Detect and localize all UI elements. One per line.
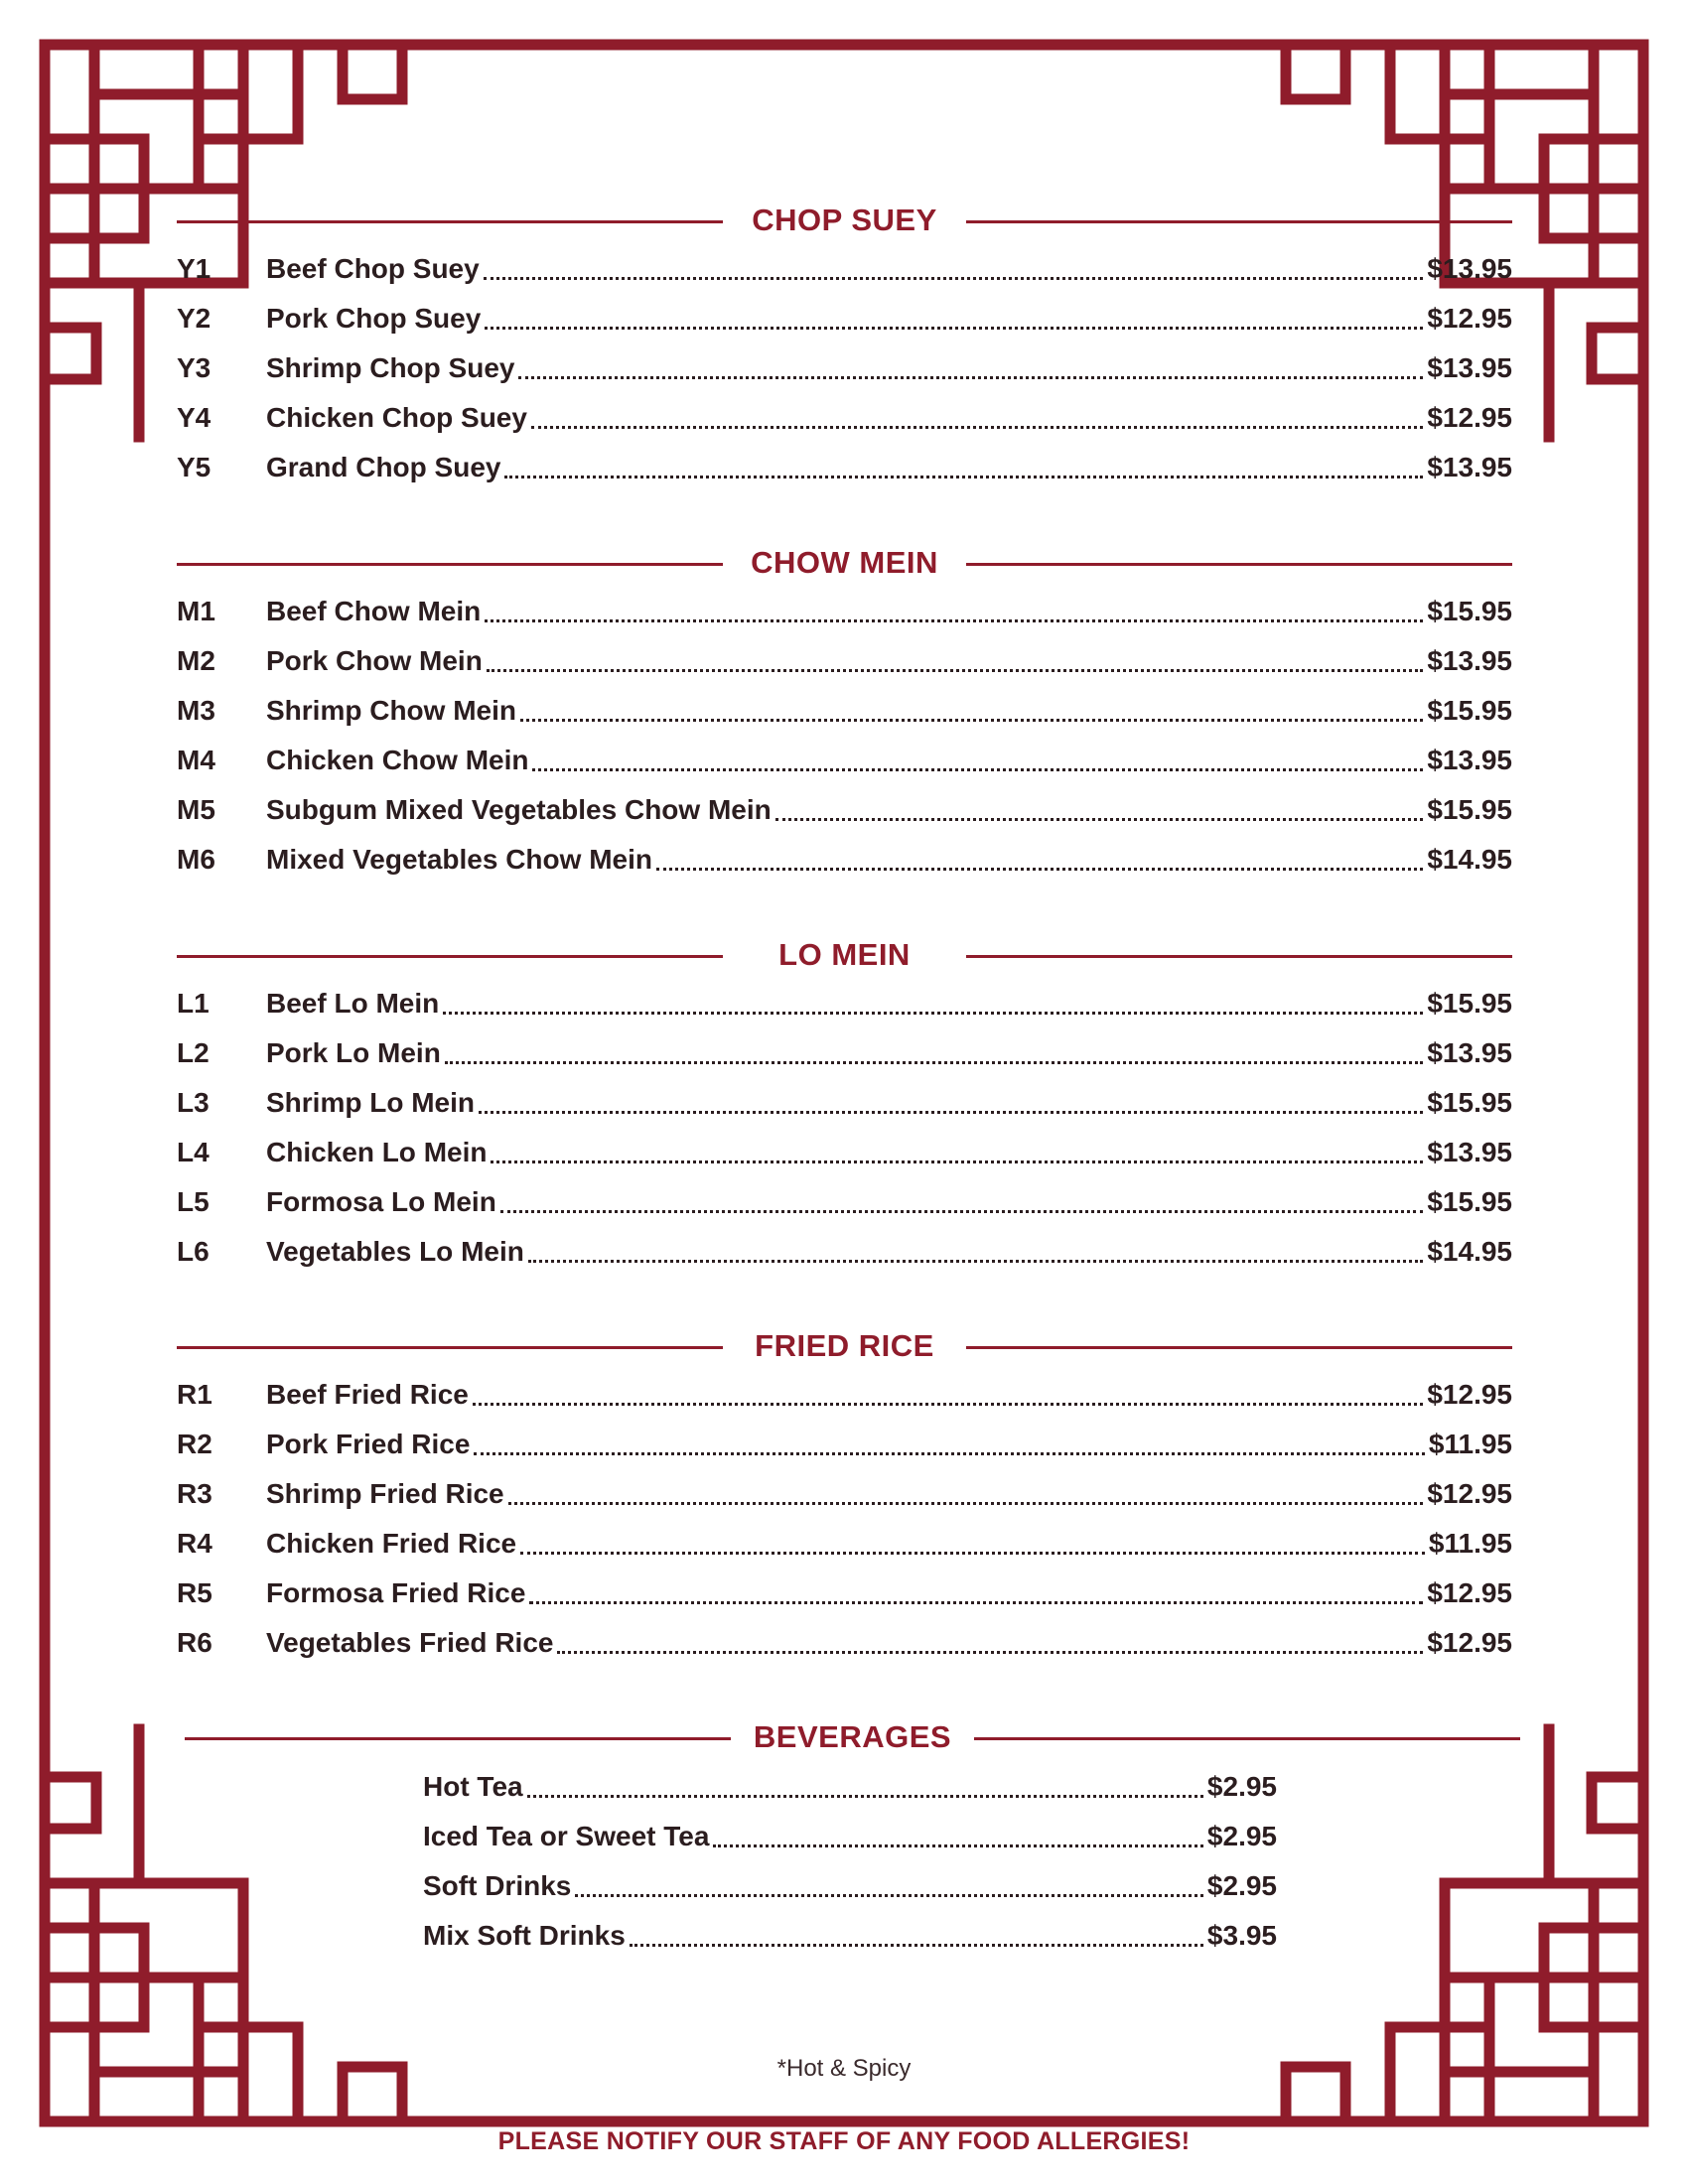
- item-code: M3: [177, 695, 215, 726]
- item-code: L1: [177, 988, 210, 1019]
- section-header: [185, 1715, 1520, 1761]
- item-price: $13.95: [1427, 253, 1512, 284]
- menu-item: [177, 1420, 1512, 1469]
- menu-item: [177, 393, 1512, 443]
- item-name: Chicken Lo Mein: [266, 1137, 488, 1167]
- section-header: [177, 933, 1512, 979]
- dot-leader: [520, 1552, 1425, 1555]
- dot-leader: [518, 376, 1423, 379]
- menu-section-chow-mein: [177, 541, 1512, 885]
- item-price: $11.95: [1428, 1528, 1512, 1559]
- menu-item: [177, 979, 1512, 1028]
- hot-spicy-note: *Hot & Spicy: [776, 2055, 912, 2082]
- menu-item: [177, 1569, 1512, 1618]
- item-code: Y3: [177, 352, 211, 383]
- item-name: Hot Tea: [423, 1771, 523, 1802]
- menu-item: [177, 343, 1512, 393]
- item-price: $2.95: [1206, 1870, 1277, 1901]
- dot-leader: [713, 1844, 1203, 1847]
- item-code: Y2: [177, 303, 211, 334]
- dot-leader: [557, 1651, 1423, 1654]
- item-price: $12.95: [1427, 1478, 1512, 1509]
- item-price: $14.95: [1427, 844, 1512, 875]
- beverage-list: [423, 1762, 1277, 1961]
- item-name: Mix Soft Drinks: [423, 1920, 626, 1951]
- header-rule: [974, 1737, 1520, 1740]
- menu-item: [177, 1227, 1512, 1277]
- item-code: L4: [177, 1137, 210, 1167]
- item-code: M1: [177, 596, 215, 626]
- item-price: $13.95: [1427, 352, 1512, 383]
- dot-leader: [528, 1260, 1424, 1263]
- dot-leader: [527, 1795, 1203, 1798]
- item-price: $12.95: [1427, 1627, 1512, 1658]
- section-title: FRIED RICE: [755, 1328, 934, 1363]
- item-name: Beef Fried Rice: [266, 1379, 469, 1410]
- section-header: [177, 541, 1512, 587]
- allergy-notice: PLEASE NOTIFY OUR STAFF OF ANY FOOD ALLERGIES!: [497, 2127, 1191, 2155]
- item-name: Beef Chow Mein: [266, 596, 482, 626]
- item-name: Shrimp Chop Suey: [266, 352, 515, 383]
- item-code: Y4: [177, 402, 211, 433]
- header-rule: [966, 220, 1512, 223]
- item-name: Pork Chop Suey: [266, 303, 482, 334]
- section-title: CHOW MEIN: [751, 545, 938, 580]
- item-code: L5: [177, 1186, 210, 1217]
- menu-item: [177, 686, 1512, 736]
- dot-leader: [775, 818, 1424, 821]
- dot-leader: [529, 1601, 1423, 1604]
- item-code: R1: [177, 1379, 212, 1410]
- item-code: L6: [177, 1236, 210, 1267]
- item-price: $11.95: [1428, 1429, 1512, 1459]
- menu-item: [177, 1519, 1512, 1569]
- beverage-item: [423, 1911, 1277, 1961]
- item-price: $14.95: [1427, 1236, 1512, 1267]
- header-rule: [966, 955, 1512, 958]
- item-name: Shrimp Fried Rice: [266, 1478, 504, 1509]
- menu-item: [177, 1177, 1512, 1227]
- item-name: Shrimp Lo Mein: [266, 1087, 475, 1118]
- item-name: Mixed Vegetables Chow Mein: [266, 844, 652, 875]
- item-code: Y5: [177, 452, 211, 482]
- dot-leader: [474, 1452, 1424, 1455]
- item-name: Vegetables Fried Rice: [266, 1627, 554, 1658]
- section-title: CHOP SUEY: [752, 203, 937, 237]
- menu-item: [177, 443, 1512, 492]
- item-name: Pork Fried Rice: [266, 1429, 471, 1459]
- dot-leader: [479, 1111, 1423, 1114]
- item-price: $15.95: [1427, 794, 1512, 825]
- dot-leader: [491, 1160, 1423, 1163]
- header-rule: [966, 563, 1512, 566]
- dot-leader: [443, 1012, 1423, 1015]
- menu-item: [177, 785, 1512, 835]
- beverage-item: [423, 1861, 1277, 1911]
- dot-leader: [520, 719, 1423, 722]
- item-price: $12.95: [1427, 402, 1512, 433]
- item-name: Pork Chow Mein: [266, 645, 483, 676]
- dot-leader: [487, 669, 1424, 672]
- dot-leader: [485, 327, 1423, 330]
- section-title: LO MEIN: [778, 937, 911, 972]
- item-price: $13.95: [1427, 1137, 1512, 1167]
- section-header: [177, 1324, 1512, 1370]
- item-code: R6: [177, 1627, 212, 1658]
- item-name: Formosa Fried Rice: [266, 1577, 526, 1608]
- item-name: Subgum Mixed Vegetables Chow Mein: [266, 794, 772, 825]
- item-price: $13.95: [1427, 452, 1512, 482]
- header-rule: [966, 1346, 1512, 1349]
- item-price: $15.95: [1427, 1087, 1512, 1118]
- dot-leader: [531, 426, 1423, 429]
- dot-leader: [504, 476, 1423, 478]
- item-name: Grand Chop Suey: [266, 452, 501, 482]
- item-name: Shrimp Chow Mein: [266, 695, 516, 726]
- dot-leader: [630, 1944, 1203, 1947]
- menu-item: [177, 636, 1512, 686]
- item-price: $15.95: [1427, 988, 1512, 1019]
- item-price: $15.95: [1427, 695, 1512, 726]
- dot-leader: [445, 1061, 1424, 1064]
- item-name: Soft Drinks: [423, 1870, 572, 1901]
- section-title: BEVERAGES: [753, 1719, 952, 1754]
- item-price: $12.95: [1427, 1577, 1512, 1608]
- menu-section-beverages: [185, 1715, 1520, 1761]
- item-name: Pork Lo Mein: [266, 1037, 441, 1068]
- item-name: Beef Lo Mein: [266, 988, 440, 1019]
- item-code: M5: [177, 794, 215, 825]
- beverage-item: [423, 1812, 1277, 1861]
- item-price: $15.95: [1427, 1186, 1512, 1217]
- menu-item: [177, 1618, 1512, 1668]
- menu-section-fried-rice: [177, 1324, 1512, 1668]
- dot-leader: [656, 868, 1423, 871]
- item-code: R5: [177, 1577, 212, 1608]
- item-name: Beef Chop Suey: [266, 253, 480, 284]
- item-name: Vegetables Lo Mein: [266, 1236, 524, 1267]
- item-price: $13.95: [1427, 1037, 1512, 1068]
- menu-item: [177, 294, 1512, 343]
- menu-item: [177, 1078, 1512, 1128]
- item-code: R3: [177, 1478, 212, 1509]
- item-price: $13.95: [1427, 645, 1512, 676]
- item-name: Chicken Fried Rice: [266, 1528, 517, 1559]
- dot-leader: [485, 619, 1423, 622]
- item-code: R4: [177, 1528, 212, 1559]
- item-price: $3.95: [1206, 1920, 1277, 1951]
- item-code: M2: [177, 645, 215, 676]
- dot-leader: [575, 1894, 1203, 1897]
- item-code: L2: [177, 1037, 210, 1068]
- item-name: Chicken Chop Suey: [266, 402, 527, 433]
- item-name: Formosa Lo Mein: [266, 1186, 496, 1217]
- item-code: M4: [177, 745, 215, 775]
- item-code: Y1: [177, 253, 211, 284]
- dot-leader: [508, 1502, 1424, 1505]
- menu-item: [177, 1469, 1512, 1519]
- menu-item: [177, 1128, 1512, 1177]
- item-name: Iced Tea or Sweet Tea: [423, 1821, 710, 1851]
- menu-item: [177, 835, 1512, 885]
- menu-section-chop-suey: [177, 199, 1512, 492]
- dot-leader: [484, 277, 1424, 280]
- item-price: $15.95: [1427, 596, 1512, 626]
- section-header: [177, 199, 1512, 244]
- menu-item: [177, 1028, 1512, 1078]
- dot-leader: [500, 1210, 1424, 1213]
- item-code: L3: [177, 1087, 210, 1118]
- menu-item: [177, 736, 1512, 785]
- dot-leader: [532, 768, 1423, 771]
- menu-item: [177, 587, 1512, 636]
- menu-section-lo-mein: [177, 933, 1512, 1277]
- item-name: Chicken Chow Mein: [266, 745, 529, 775]
- item-code: R2: [177, 1429, 212, 1459]
- dot-leader: [473, 1403, 1424, 1406]
- item-price: $2.95: [1206, 1821, 1277, 1851]
- beverage-item: [423, 1762, 1277, 1812]
- menu-item: [177, 1370, 1512, 1420]
- item-price: $12.95: [1427, 303, 1512, 334]
- menu-item: [177, 244, 1512, 294]
- item-code: M6: [177, 844, 215, 875]
- item-price: $13.95: [1427, 745, 1512, 775]
- item-price: $12.95: [1427, 1379, 1512, 1410]
- item-price: $2.95: [1206, 1771, 1277, 1802]
